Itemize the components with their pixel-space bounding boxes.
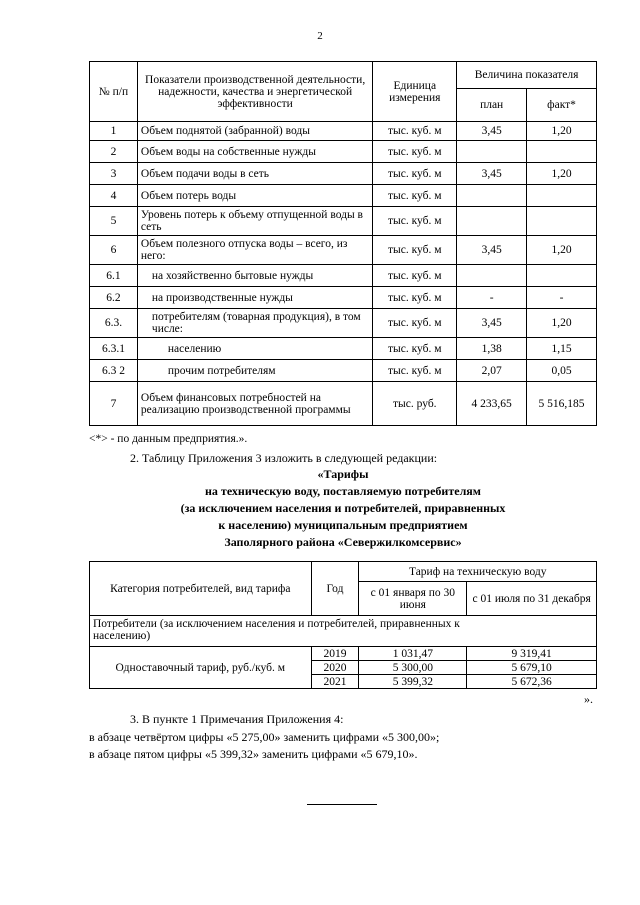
row-name: населению [137,338,372,360]
header-unit: Единица измерения [373,62,457,122]
row-num: 6.1 [90,265,138,287]
row-p1: 5 300,00 [359,661,467,675]
row-fact: 1,15 [527,338,597,360]
row-num: 5 [90,207,138,236]
header-tariff: Тариф на техническую воду [359,562,597,582]
title-line: (за исключением населения и потребителей, приравненных [180,501,506,515]
row-plan: 1,38 [457,338,527,360]
row-fact: 0,05 [527,360,597,382]
row-name: Объем подачи воды в сеть [137,163,372,185]
page-number: 2 [317,30,323,42]
tariff-title [89,466,597,551]
row-name: Объем потерь воды [137,185,372,207]
row-year: 2021 [311,675,359,689]
divider [307,804,377,805]
row-plan: 3,45 [457,122,527,141]
row-plan [457,185,527,207]
row-p1: 1 031,47 [359,647,467,661]
title-line: «Тарифы [317,467,369,481]
row-plan: - [457,287,527,309]
row-unit: тыс. куб. м [373,265,457,287]
row-name: Объем поднятой (забранной) воды [137,122,372,141]
row-num: 6 [90,236,138,265]
row-p1: 5 399,32 [359,675,467,689]
row-year: 2019 [311,647,359,661]
closing-quote: ». [584,692,593,706]
table-row [90,338,597,360]
row-name: Объем финансовых потребностей на реализацию производственной программы [137,382,372,426]
tariff-name: Одноставочный тариф, руб./куб. м [90,647,312,689]
row-p2: 5 679,10 [467,661,597,675]
row-unit: тыс. куб. м [373,360,457,382]
header-plan: план [457,89,527,122]
row-unit: тыс. куб. м [373,207,457,236]
row-plan: 4 233,65 [457,382,527,426]
header-value: Величина показателя [457,62,597,89]
row-plan: 3,45 [457,236,527,265]
title-line: Заполярного района «Севержилкомсервис» [224,535,462,549]
row-num: 6.3. [90,309,138,338]
row-num: 4 [90,185,138,207]
row-num: 6.3 2 [90,360,138,382]
header-period-1: с 01 января по 30 июня [359,582,467,616]
item-3-title: 3. В пункте 1 Примечания Приложения 4: [130,712,344,726]
table-row [90,309,597,338]
row-plan [457,265,527,287]
tariff-table [89,561,597,689]
row-fact [527,141,597,163]
consumers-row: Потребители (за исключением населения и потребителей, приравненных к населению) [90,616,597,647]
table-row [90,265,597,287]
header-period-2: с 01 июля по 31 декабря [467,582,597,616]
row-fact [527,207,597,236]
header-fact: факт* [527,89,597,122]
row-unit: тыс. куб. м [373,338,457,360]
table-row [90,163,597,185]
row-num: 6.2 [90,287,138,309]
row-name: прочим потребителям [137,360,372,382]
row-unit: тыс. куб. м [373,287,457,309]
table-row [90,122,597,141]
table-row [90,236,597,265]
row-plan: 3,45 [457,309,527,338]
row-unit: тыс. куб. м [373,141,457,163]
header-indicators: Показатели производственной деятельности, надежности, качества и энергетической эффективности [137,62,372,122]
table-row [90,141,597,163]
row-unit: тыс. руб. [373,382,457,426]
row-plan: 2,07 [457,360,527,382]
row-name: на производственные нужды [137,287,372,309]
row-unit: тыс. куб. м [373,185,457,207]
footnote: <*> - по данным предприятия.». [89,433,248,445]
title-line: к населению) муниципальным предприятием [218,518,468,532]
item-3-line-1: в абзаце четвёртом цифры «5 275,00» заменить цифрами «5 300,00»; [89,730,440,744]
item-2-text: 2. Таблицу Приложения 3 изложить в следующей редакции: [130,451,438,465]
row-unit: тыс. куб. м [373,236,457,265]
header-num: № п/п [90,62,138,122]
row-num: 3 [90,163,138,185]
indicators-table [89,61,597,426]
row-num: 2 [90,141,138,163]
row-fact: 1,20 [527,309,597,338]
row-fact: - [527,287,597,309]
row-unit: тыс. куб. м [373,163,457,185]
row-plan: 3,45 [457,163,527,185]
row-fact: 1,20 [527,163,597,185]
row-name: Уровень потерь к объему отпущенной воды в сеть [137,207,372,236]
header-category: Категория потребителей, вид тарифа [90,562,312,616]
table-row [90,185,597,207]
row-name: на хозяйственно бытовые нужды [137,265,372,287]
row-num: 1 [90,122,138,141]
row-fact: 5 516,185 [527,382,597,426]
row-fact: 1,20 [527,236,597,265]
table-row [90,382,597,426]
header-year: Год [311,562,359,616]
row-num: 7 [90,382,138,426]
table-row [90,647,597,661]
row-unit: тыс. куб. м [373,122,457,141]
row-year: 2020 [311,661,359,675]
row-plan [457,207,527,236]
row-name: потребителям (товарная продукция), в том числе: [137,309,372,338]
row-unit: тыс. куб. м [373,309,457,338]
row-plan [457,141,527,163]
row-name: Объем полезного отпуска воды – всего, из него: [137,236,372,265]
title-line: на техническую воду, поставляемую потребителям [205,484,481,498]
row-num: 6.3.1 [90,338,138,360]
row-p2: 5 672,36 [467,675,597,689]
row-name: Объем воды на собственные нужды [137,141,372,163]
row-fact: 1,20 [527,122,597,141]
row-p2: 9 319,41 [467,647,597,661]
table-row [90,207,597,236]
row-fact [527,265,597,287]
item-3-line-2: в абзаце пятом цифры «5 399,32» заменить цифрами «5 679,10». [89,747,418,761]
table-row [90,360,597,382]
table-row [90,287,597,309]
row-fact [527,185,597,207]
